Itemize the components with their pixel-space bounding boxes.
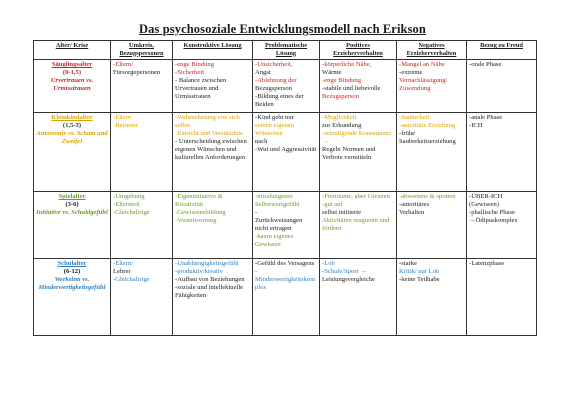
cell-bezug-freud — [467, 259, 537, 336]
crisis-conflict: Urvertrauen vs. Urmisstrauen — [50, 77, 94, 92]
cell-bezug-freud — [467, 113, 537, 192]
cell-line: -phallische Phase — [469, 209, 515, 216]
cell-line: -Sicherheit — [175, 69, 204, 76]
cell-line: -enge Bindung — [175, 61, 215, 68]
cell-konstruktive-loesung — [173, 192, 253, 259]
cell-line: nach — [255, 138, 268, 145]
cell-line: -Eigeninitiative & Kreativität — [175, 193, 223, 208]
cell-line: selbst initiierte — [322, 209, 362, 216]
cell-line: Regeln Normen und Verbote vermitteln — [322, 146, 376, 161]
stage-name: Schulalter — [57, 260, 87, 267]
cell-line: Zurückweisungen nicht ertragen — [255, 217, 303, 232]
cell-line: Aktivitäten reagieren und fördern — [322, 217, 390, 232]
cell-line: -Gleichaltrige — [113, 209, 150, 216]
cell-line: -produktiv/kreativ — [175, 268, 223, 275]
cell-line: -gut auf — [322, 201, 343, 208]
cell-alter-krise — [34, 192, 111, 259]
cell-bezug-freud — [467, 192, 537, 259]
cell-line: -ICH — [469, 122, 483, 129]
cell-line: -Mangel an Nähe — [399, 61, 445, 68]
cell-line: -enge Bindung — [322, 77, 362, 84]
cell-line: -Bildung eines der Beiden — [255, 93, 304, 108]
cell-line: -Wahrnehmung von sich selbst — [175, 114, 240, 129]
cell-line: -Eltern — [113, 114, 132, 121]
stage-name: Kleinkindalter — [51, 114, 93, 121]
cell-line: -Eltern/ — [113, 61, 134, 68]
cell-line: Leistungsvergleiche — [322, 276, 375, 283]
age-range: (3-6) — [65, 201, 79, 208]
cell-line: -autoritäre Erziehung — [399, 122, 456, 129]
cell-line: -Minderwertigkeitskomplex — [255, 268, 316, 291]
cell-alter-krise — [34, 113, 111, 192]
cell-negatives-erzieherverhalten — [397, 113, 467, 192]
cell-konstruktive-loesung — [173, 60, 253, 113]
cell-line: -anale Phase — [469, 114, 503, 121]
cell-line: -extreme — [399, 69, 423, 76]
cell-line: -frühe Sauberkeitserziehung — [399, 130, 456, 145]
cell-bezug-freud — [467, 60, 537, 113]
cell-line: -Eltern/ — [113, 260, 134, 267]
cell-line: -abwertens & spotten — [399, 193, 456, 200]
cell-line: -Unsicherheit, — [255, 61, 293, 68]
cell-line: (Gewissen) — [469, 201, 500, 208]
cell-line: - Balance zwischen Urvertrauen und Urmisstrauen — [175, 77, 227, 100]
table-row — [34, 113, 537, 192]
cell-line: Vernachlässigung/ Zuwendung — [399, 77, 448, 92]
cell-negatives-erzieherverhalten — [397, 192, 467, 259]
cell-line: -Gewissensbildung — [175, 209, 226, 216]
cell-line: Verhalten — [399, 209, 425, 216]
cell-line: Kritik/ nur Lob — [399, 268, 440, 275]
table-row — [34, 192, 537, 259]
cell-line: Angst — [255, 69, 271, 76]
cell-alter-krise — [34, 259, 111, 336]
age-range: (6-12) — [63, 268, 81, 275]
erikson-table — [33, 40, 537, 336]
cell-line: -Lob — [322, 260, 335, 267]
table-row — [34, 60, 537, 113]
cell-line: -ermutigende Konsequenz → — [322, 130, 392, 145]
cell-konstruktive-loesung — [173, 259, 253, 336]
cell-line: -körperliche Nähe, — [322, 61, 372, 68]
cell-line: -Freiräume, aber Grenzen — [322, 193, 390, 200]
cell-line: Fürsorgepersonen — [113, 69, 161, 76]
cell-line: -Kind geht nur — [255, 114, 294, 121]
cell-line: -keine Teilhabe — [399, 276, 440, 283]
cell-umkreis — [111, 60, 173, 113]
cell-line: Bezugsperson — [322, 93, 359, 100]
stage-name: Säuglingsalter — [51, 61, 93, 68]
header-alter-krise: Alter/ Krise — [34, 41, 111, 60]
crisis-conflict: Autonomie vs. Scham und Zweifel — [36, 130, 108, 145]
cell-line: -Möglichkeit — [322, 114, 357, 121]
cell-line: -Latenzphase — [469, 260, 505, 267]
cell-line: →Ödipuskomplex — [469, 217, 518, 224]
table-body — [34, 60, 537, 336]
cell-problematische-loesung — [253, 259, 320, 336]
header-bezug-freud: Bezug zu Freud — [467, 41, 537, 60]
crisis-conflict: Initiative vs. Schuldgefühl — [36, 209, 108, 216]
cell-positives-erzieherverhalten — [320, 192, 397, 259]
header-umkreis: Umkreis, Bezugspersonen — [111, 41, 173, 60]
cell-line: -starke — [399, 260, 417, 267]
page-title: Das psychosoziale Entwicklungsmodell nach Erikson — [139, 22, 426, 36]
cell-line: seinen eigenen Wünschen — [255, 122, 294, 137]
table-row — [34, 259, 537, 336]
cell-line: -Betreuer — [113, 122, 138, 129]
cell-umkreis — [111, 259, 173, 336]
cell-positives-erzieherverhalten — [320, 60, 397, 113]
cell-umkreis — [111, 113, 173, 192]
cell-line: -Wut und Aggressivität — [255, 146, 317, 153]
cell-line: -Ablehnung der — [255, 77, 297, 84]
cell-line: zur Erkundung — [322, 122, 362, 129]
cell-line: -Umgebung — [113, 193, 145, 200]
cell-line: - Unterscheidung zwischen eigenen Wünschen und kulturellen Anforderungen — [175, 138, 247, 161]
cell-line: -Verantwortung — [175, 217, 217, 224]
cell-line: -ÜBER-ICH — [469, 193, 503, 200]
cell-negatives-erzieherverhalten — [397, 60, 467, 113]
cell-negatives-erzieherverhalten — [397, 259, 467, 336]
header-negatives-erzieherverhalten: Negatives Erzieherverhalten — [397, 41, 467, 60]
cell-line: -misslungenes Selbstwertgefühl — [255, 193, 300, 208]
age-range: (1,5-3) — [62, 122, 82, 129]
cell-konstruktive-loesung — [173, 113, 253, 192]
cell-line: -Unabhängigkeitsgefühl — [175, 260, 239, 267]
header-row — [34, 41, 537, 60]
cell-line: -kaum eigenes Gewissen — [255, 233, 294, 248]
cell-line: -orale Phase — [469, 61, 502, 68]
crisis-conflict: Werksinn vs. Minderwertigkeitsgefühl — [38, 276, 106, 291]
cell-line: -autoritäres — [399, 201, 430, 208]
cell-line: - — [255, 209, 258, 216]
cell-positives-erzieherverhalten — [320, 259, 397, 336]
header-konstruktive-loesung: Konstruktive Lösung — [173, 41, 253, 60]
cell-line: -Sauberkeit — [399, 114, 430, 121]
cell-line: Bezugsperson — [255, 85, 292, 92]
cell-umkreis — [111, 192, 173, 259]
cell-line: -soziale und intellektuelle Fähigkeiten — [175, 284, 244, 299]
cell-positives-erzieherverhalten — [320, 113, 397, 192]
cell-problematische-loesung — [253, 60, 320, 113]
cell-problematische-loesung — [253, 192, 320, 259]
cell-line: -Elternteil — [113, 201, 140, 208]
cell-problematische-loesung — [253, 113, 320, 192]
cell-line: -Einsicht und Verständnis — [175, 130, 243, 137]
cell-line: -Schule/Sport → — [322, 268, 367, 275]
cell-line: -Gefühl des Versagens — [255, 260, 315, 267]
cell-alter-krise — [34, 60, 111, 113]
cell-line: -Aufbau von Beziehungen — [175, 276, 245, 283]
age-range: (0-1,5) — [62, 69, 82, 76]
cell-line: -Gleichaltrige — [113, 276, 150, 283]
cell-line: Wärme — [322, 69, 342, 76]
stage-name: Spielalter — [58, 193, 86, 200]
cell-line: -stabile und liebevolle — [322, 85, 381, 92]
header-problematische-loesung: Problematische Lösung — [253, 41, 320, 60]
header-positives-erzieherverhalten: Positives Erzieherverhalten — [320, 41, 397, 60]
cell-line: Lehrer — [113, 268, 131, 275]
